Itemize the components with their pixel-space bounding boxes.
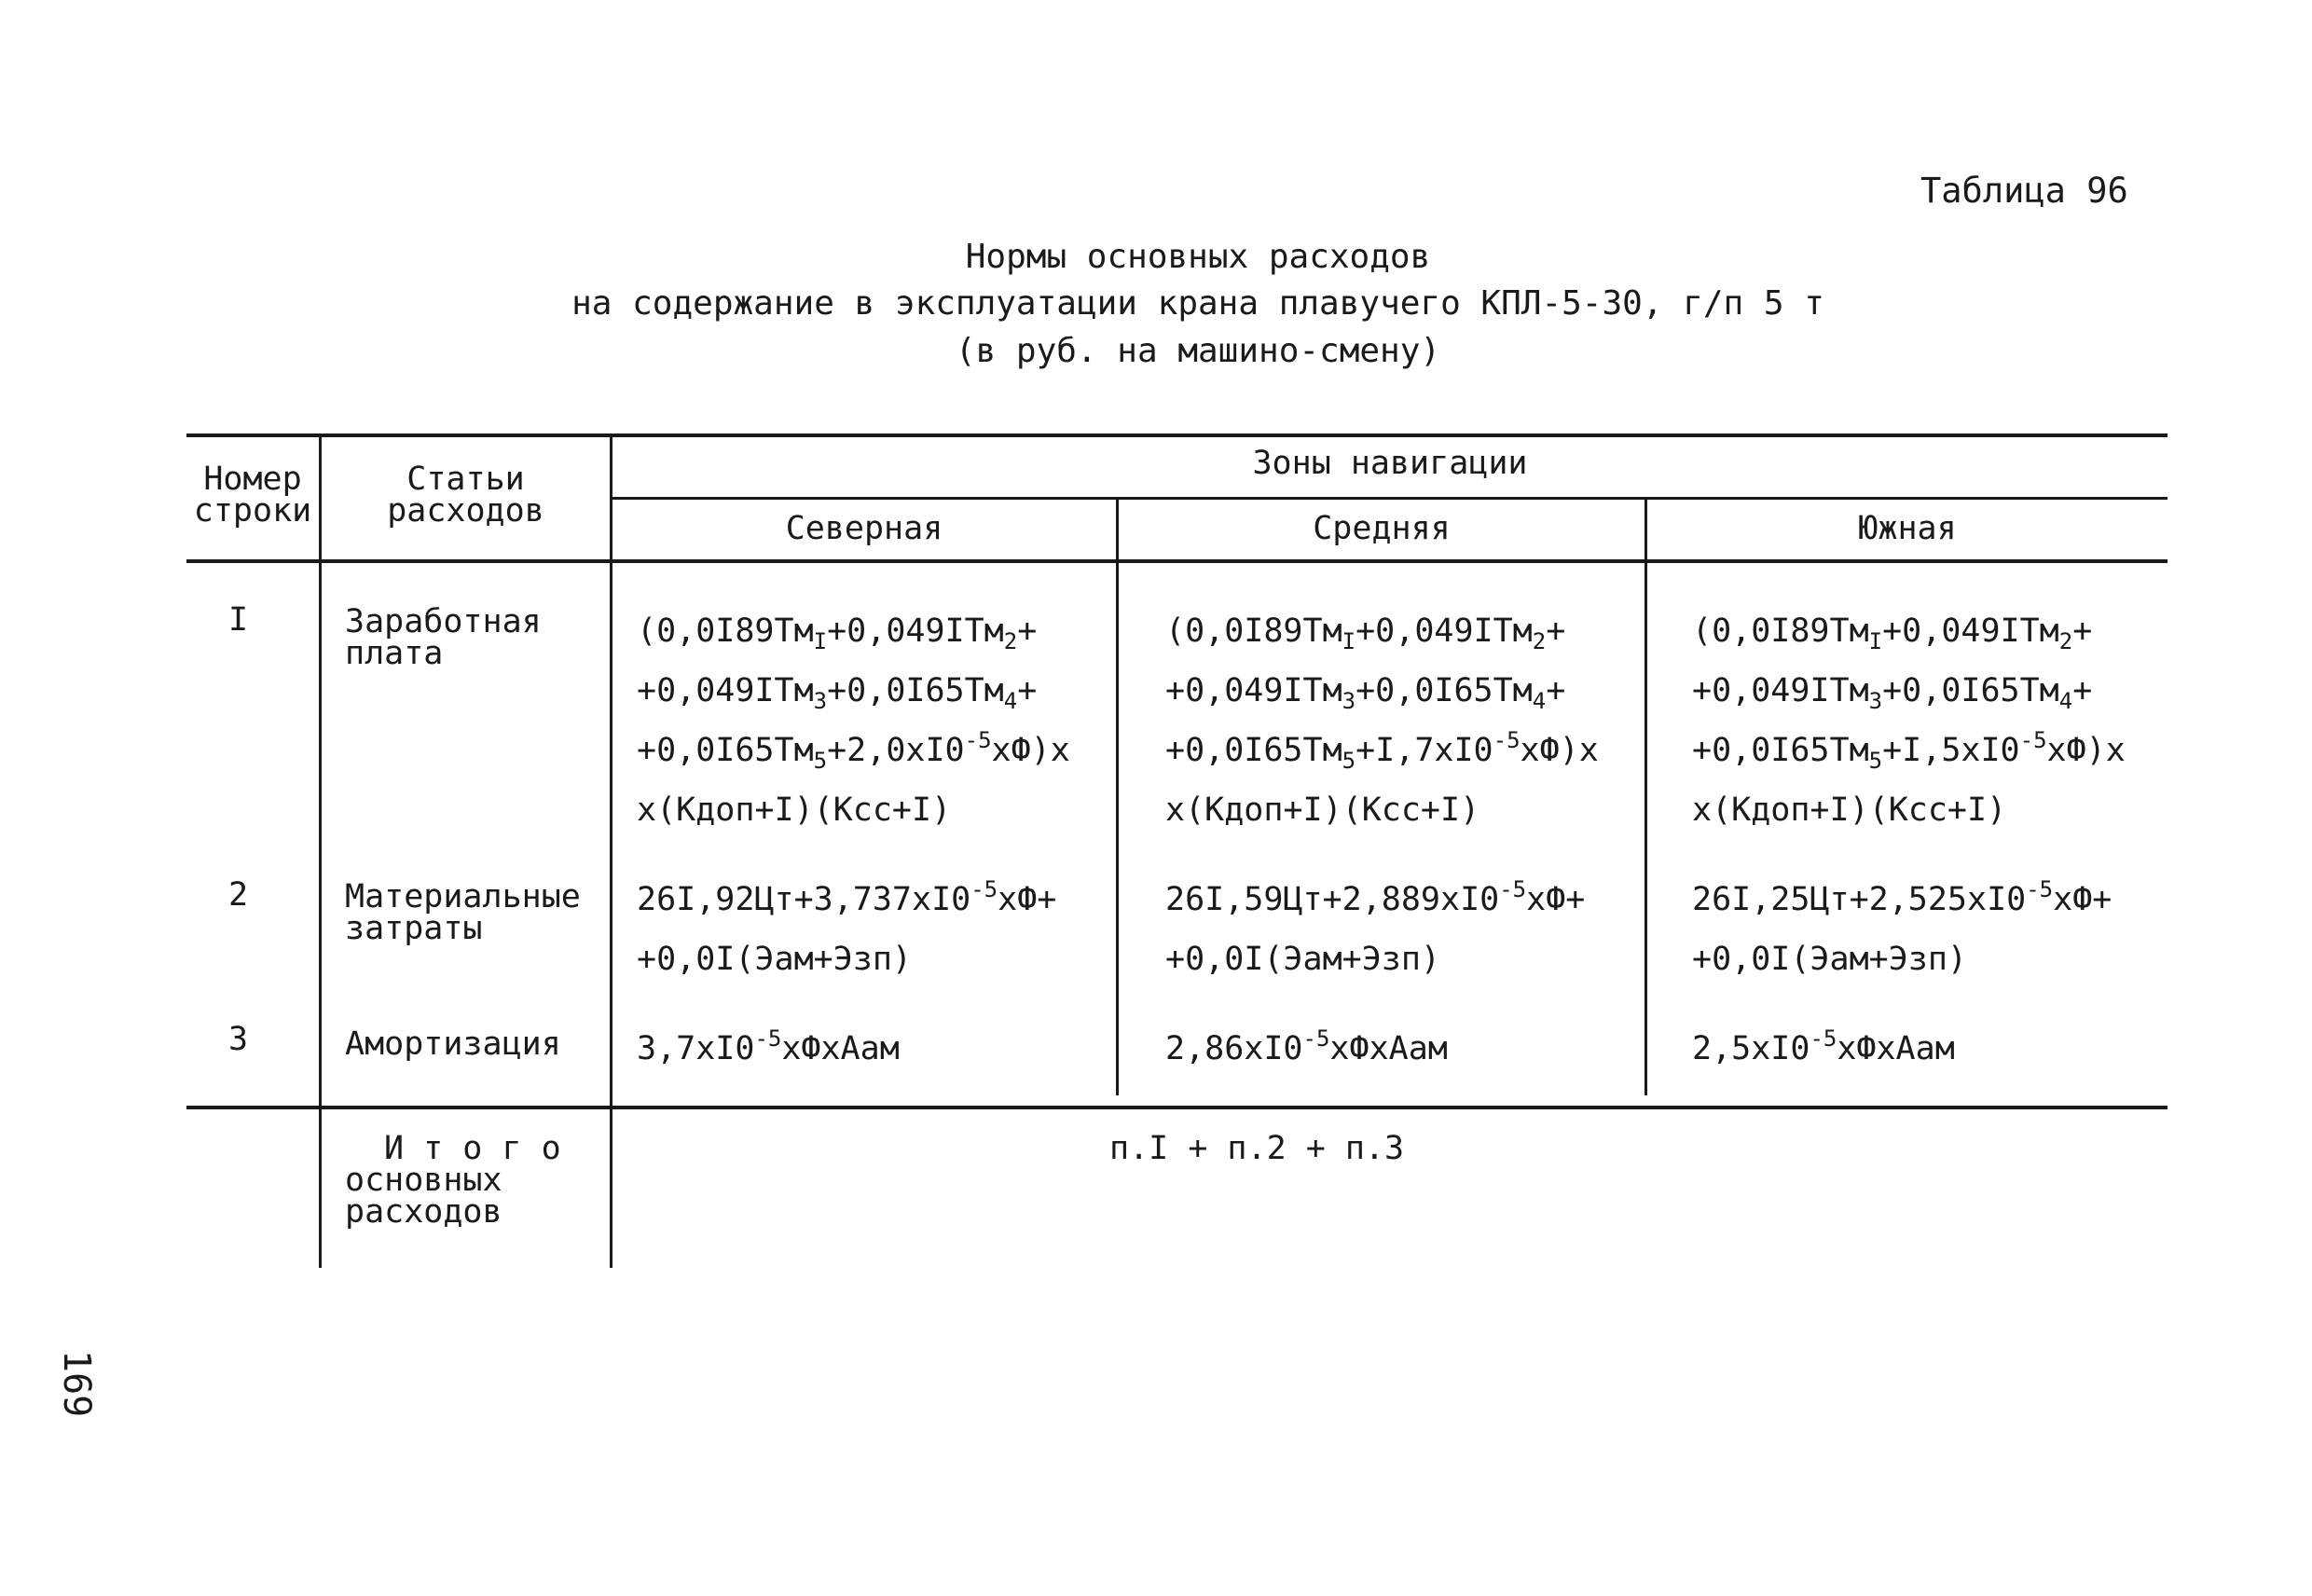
formula-line: $3,7хI0^{-5}хФхАам$ [637,1025,900,1067]
formula-line: ($0,0I89Тм_I+0,049IТм_2+$ [637,612,1038,654]
row-1-south [1692,601,2126,840]
formula-line: $+0,049IТм_3+0,0I65Тм_4+$ [1165,672,1566,714]
formula-line: $+0,0I65Тм_5+I,7хI0^{-5}хФ)х$ [1165,727,1599,774]
formula-line: $+0,049IТм_3+0,0I65Тм_4+$ [637,672,1038,714]
header-middle: Средняя [1313,510,1451,547]
table-number: Таблица 96 [1920,171,2128,211]
header-zones: Зоны навигации [1252,445,1528,482]
header-row-number: Номер строки [193,461,312,530]
formula-line: ($0,0I89Тм_I+0,049IТм_2+$ [1692,612,2093,654]
title-line-3: (в руб. на машино-смену) [955,332,1441,370]
header-articles: Статьи расходов [387,461,544,530]
row-2-south [1692,870,2112,989]
row-2-label: Материальные затраты [345,878,581,947]
total-formula: п.I + п.2 + п.3 [1109,1130,1405,1167]
formula-line: х(Кдоп+I)(Ксс+I) [637,791,952,829]
row-1-north [637,601,1070,840]
formula-line: +0,0I(Эам+Эзп) [1692,941,1968,978]
row-2-number: 2 [228,876,249,914]
formula-line: $2,86хI0^{-5}хФхАам$ [1165,1025,1448,1067]
row-1-middle [1165,601,1599,840]
formula-line: х(Кдоп+I)(Ксс+I) [1692,791,2007,829]
formula-line: $2,5хI0^{-5}хФхАам$ [1692,1025,1955,1067]
row-3-number: 3 [228,1021,249,1058]
page-number: 169 [55,1350,98,1418]
header-north: Северная [785,510,943,547]
formula-line: ($0,0I89Тм_I+0,049IТм_2+$ [1165,612,1566,654]
formula-line: $+0,0I65Тм_5+2,0хI0^{-5}хФ)х$ [637,727,1070,774]
total-label: И т о г о основных расходов [345,1130,561,1231]
header-south: Южная [1858,510,1957,547]
formula-line: $+0,049IТм_3+0,0I65Тм_4+$ [1692,672,2093,714]
row-2-north [637,870,1056,989]
row-1-label: Заработная плата [345,603,542,672]
row-3-middle [1165,1019,1448,1079]
formula-line: $26I,59Цт+2,889хI0^{-5}хФ+$ [1165,876,1586,918]
title-line-1: Нормы основных расходов [965,238,1431,276]
formula-line: $26I,25Цт+2,525хI0^{-5}хФ+$ [1692,876,2112,918]
row-1-number: I [228,601,249,639]
row-2-middle [1165,870,1585,989]
formula-line: $+0,0I65Тм_5+I,5хI0^{-5}хФ)х$ [1692,727,2126,774]
row-3-south [1692,1019,1955,1079]
formula-line: +0,0I(Эам+Эзп) [637,941,913,978]
formula-line: $26I,92Цт+3,737хI0^{-5}хФ+$ [637,876,1057,918]
row-3-north [637,1019,900,1079]
formula-line: +0,0I(Эам+Эзп) [1165,941,1441,978]
row-3-label: Амортизация [345,1025,561,1063]
title-line-2: на содержание в эксплуатации крана плавучего КПЛ-5-30, г/п 5 т [571,284,1824,323]
formula-line: х(Кдоп+I)(Ксс+I) [1165,791,1480,829]
